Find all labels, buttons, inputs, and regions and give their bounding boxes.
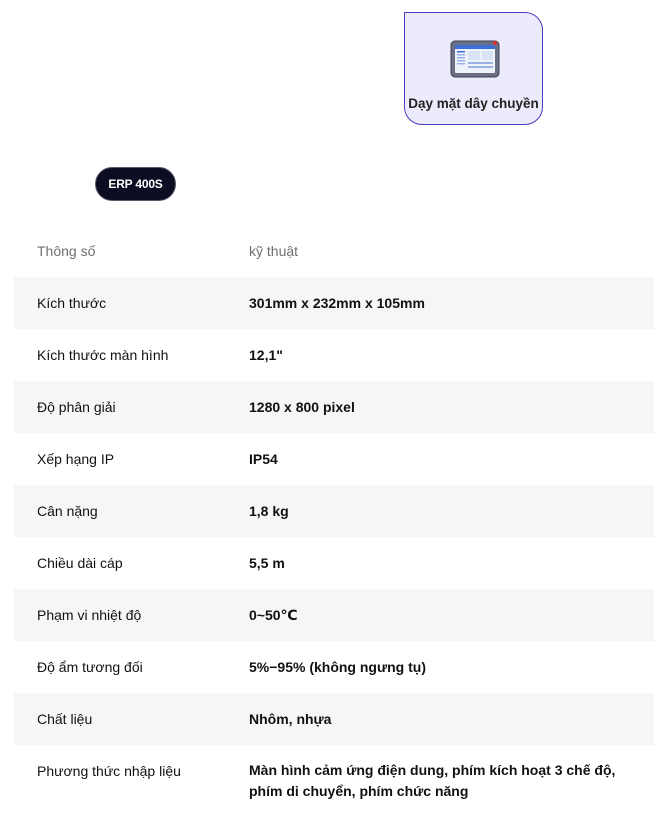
spec-row-dimensions xyxy=(14,277,654,329)
spec-value: Nhôm, nhựa xyxy=(249,711,332,727)
spec-value: 1280 x 800 pixel xyxy=(249,399,355,415)
header-col-spec: Thông số xyxy=(37,243,96,259)
spec-row-weight xyxy=(14,485,654,537)
spec-row-cable-length xyxy=(14,537,654,589)
header-col-technical: kỹ thuật xyxy=(249,243,299,259)
spec-label: Độ ẩm tương đối xyxy=(37,659,143,675)
spec-label: Chất liệu xyxy=(37,711,93,727)
spec-label: Phạm vi nhiệt độ xyxy=(37,607,142,623)
spec-label: Phương thức nhập liệu xyxy=(37,763,181,779)
spec-value: 5,5 m xyxy=(249,555,285,571)
spec-row-resolution xyxy=(14,381,654,433)
spec-label: Xếp hạng IP xyxy=(37,451,115,467)
spec-label: Độ phân giải xyxy=(37,399,116,415)
product-card-pendant[interactable] xyxy=(404,12,543,125)
spec-value: IP54 xyxy=(249,451,278,467)
spec-value: 0~50℃ xyxy=(249,607,298,623)
spec-value: Màn hình cảm ứng điện dung, phím kích hoạt 3 chế độ, phím di chuyển, phím chức năng xyxy=(249,762,616,799)
spec-value: 5%−95% (không ngưng tụ) xyxy=(249,659,426,675)
spec-value: 12,1" xyxy=(249,347,283,363)
product-card-label: Dạy mặt dây chuyền xyxy=(408,96,539,111)
spec-label: Chiều dài cáp xyxy=(37,555,123,571)
spec-label: Kích thước màn hình xyxy=(37,347,169,363)
spec-row-screen-size xyxy=(14,329,654,381)
spec-row-humidity xyxy=(14,641,654,693)
spec-row-material xyxy=(14,693,654,745)
spec-table xyxy=(14,225,654,821)
model-badge[interactable]: ERP 400S xyxy=(95,167,176,201)
spec-label: Cân nặng xyxy=(37,503,98,519)
spec-table-header xyxy=(14,225,654,277)
spec-row-ip-rating xyxy=(14,433,654,485)
spec-label: Kích thước xyxy=(37,295,107,311)
tablet-pendant-icon xyxy=(450,40,500,78)
spec-row-input-method xyxy=(14,745,654,821)
spec-value: 301mm x 232mm x 105mm xyxy=(249,295,425,311)
spec-row-temperature xyxy=(14,589,654,641)
spec-value: 1,8 kg xyxy=(249,503,289,519)
